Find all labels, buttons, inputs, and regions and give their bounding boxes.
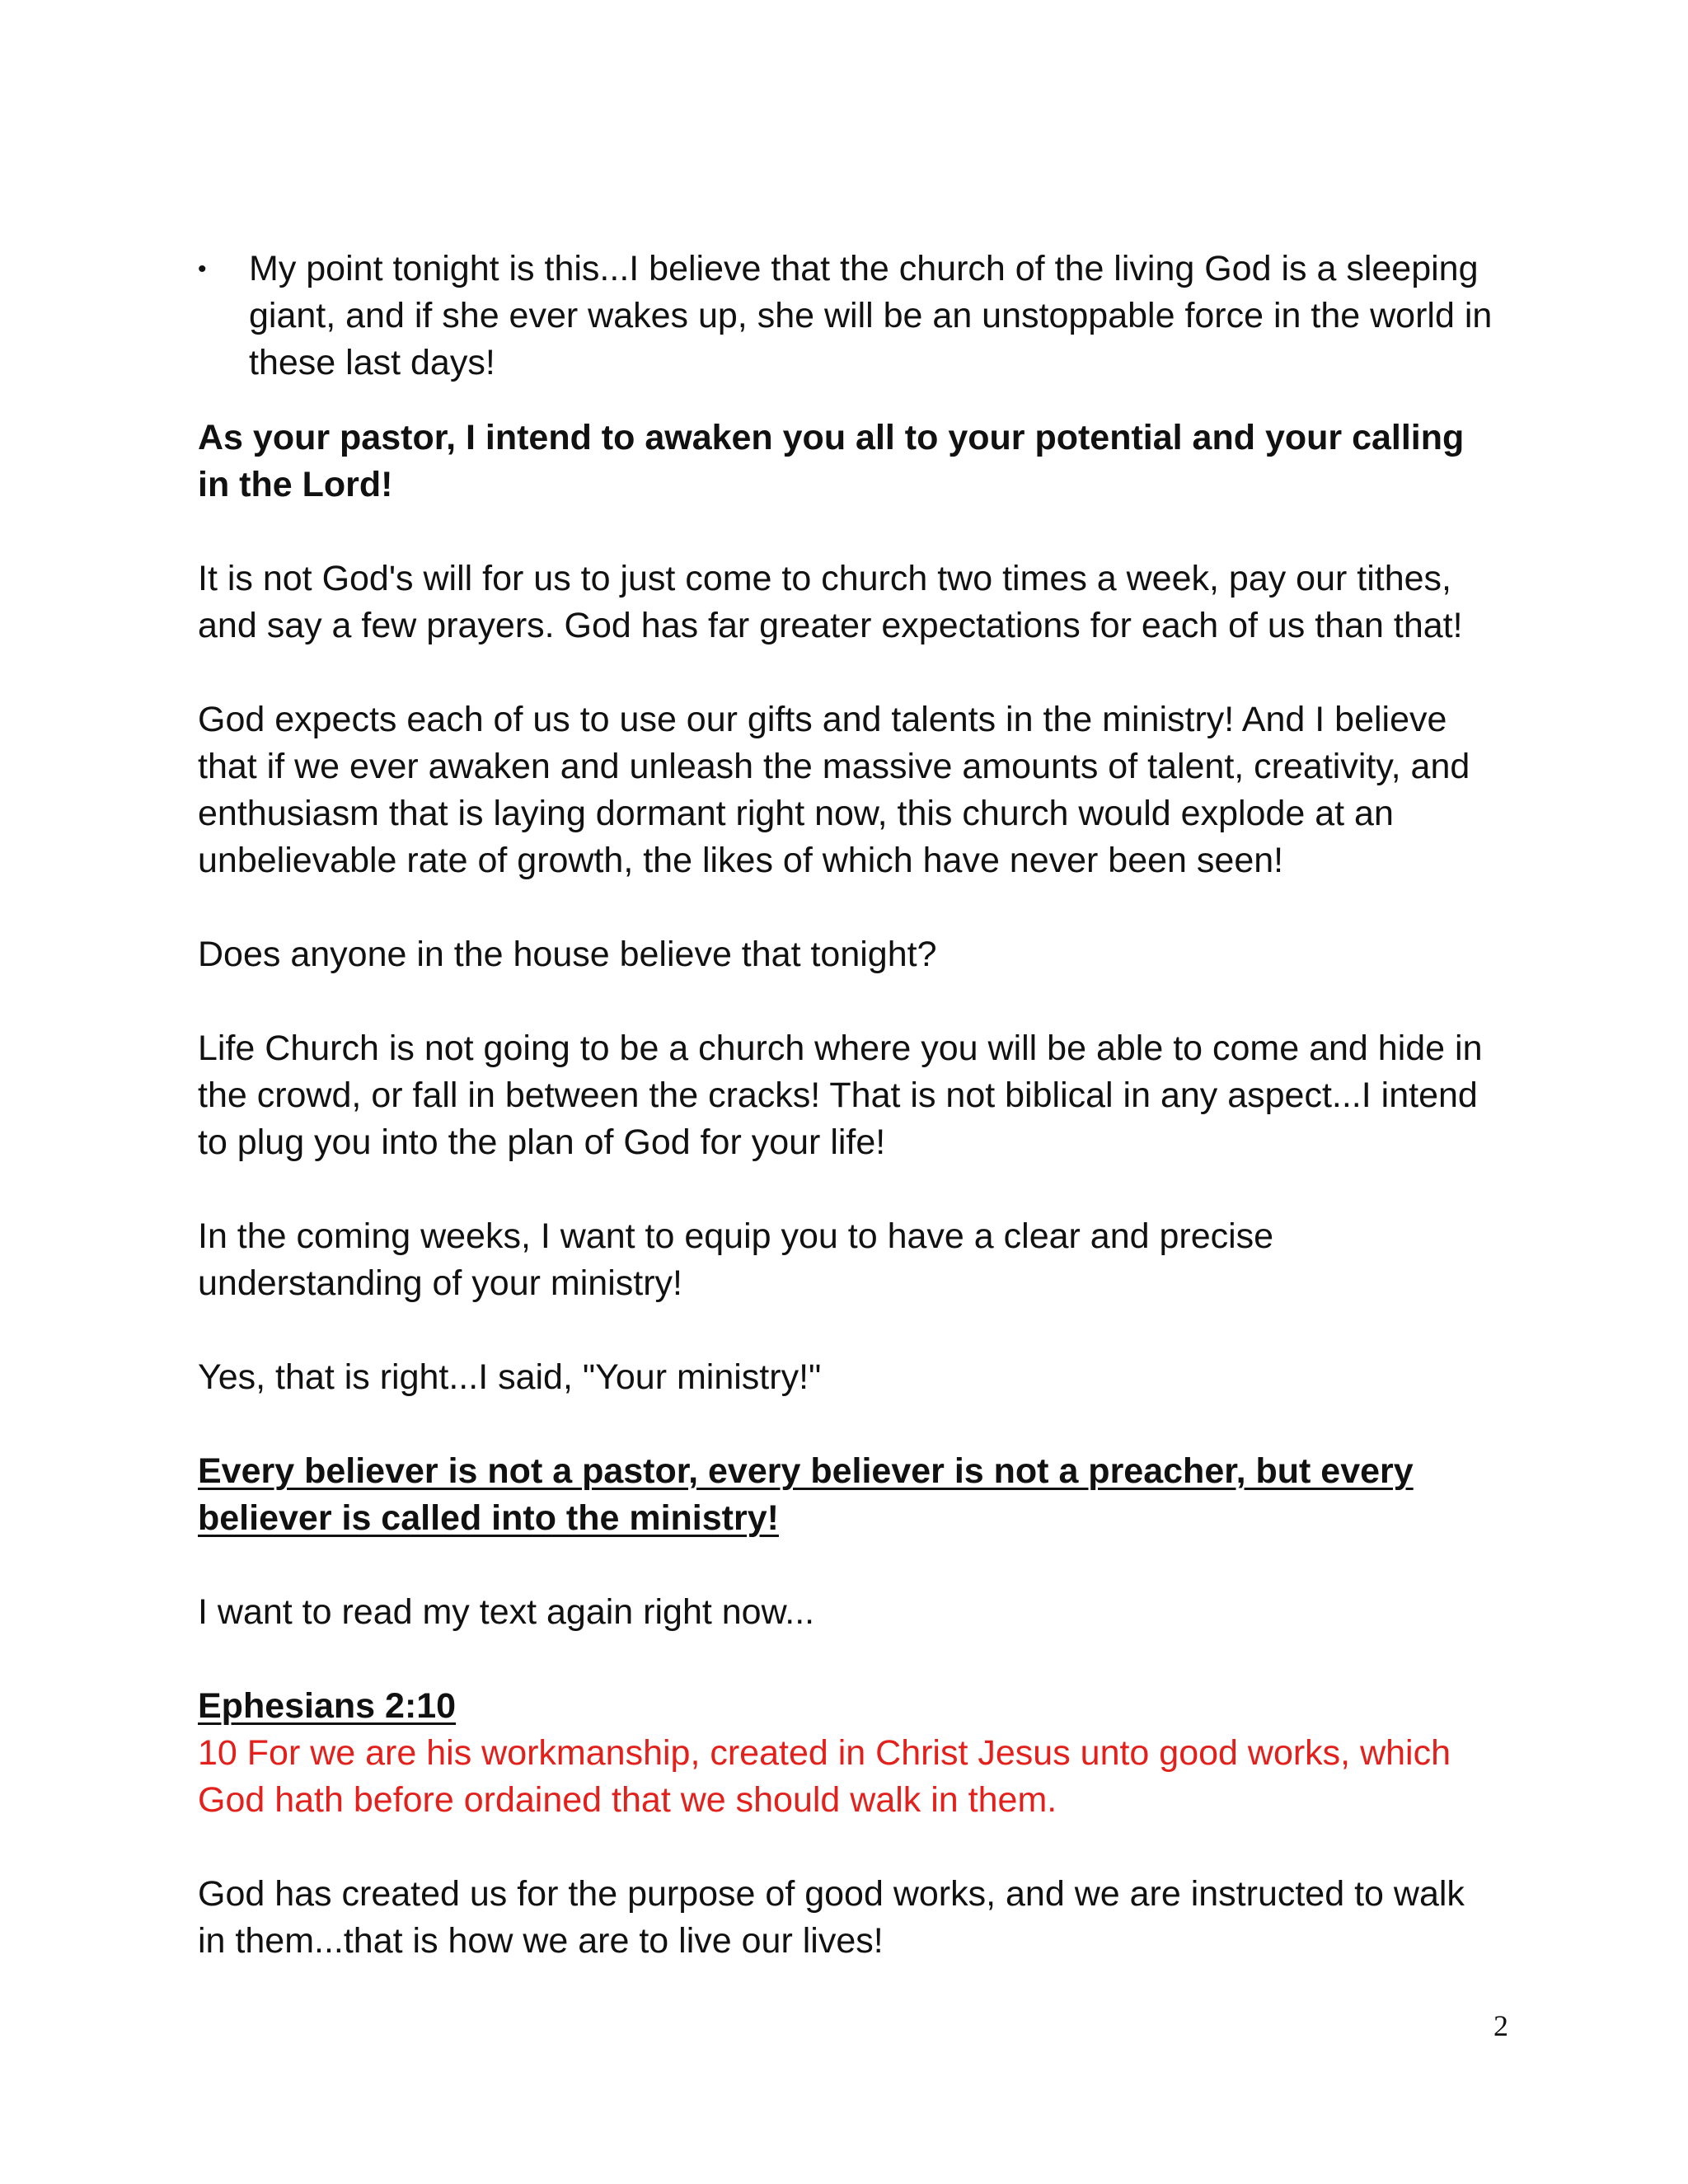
bullet-list-item: [198, 246, 1500, 387]
gods-will-paragraph: It is not God's will for us to just come to church two times a week, pay our tithes, and say a few prayers. God has far greater expectations for each of us than that!: [198, 559, 1463, 645]
good-works-paragraph: God has created us for the purpose of good works, and we are instructed to walk in them...that is how we are to live our lives!: [198, 1874, 1465, 1961]
gifts-talents-paragraph: God expects each of us to use our gifts and talents in the ministry! And I believe that if we ever awaken and unleash the massive amounts of talent, creativity, and enthusiasm that is laying dormant right now, this church would explode at an unbelievable rate of growth, the likes of which have never been seen!: [198, 700, 1470, 880]
bullet-text: My point tonight is this...I believe that the church of the living God is a sleeping giant, and if she ever wakes up, she will be an unstoppable force in the world in these last days!: [249, 249, 1493, 382]
coming-weeks-paragraph: In the coming weeks, I want to equip you to have a clear and precise understanding of your ministry!: [198, 1216, 1274, 1303]
page-number: 2: [1493, 2009, 1508, 2042]
document-body: [198, 246, 1500, 2012]
question-paragraph: Does anyone in the house believe that tonight?: [198, 935, 937, 974]
life-church-paragraph: Life Church is not going to be a church where you will be able to come and hide in the crowd, or fall in between the cracks! That is not biblical in any aspect...I intend to plug you into the plan of God for your life!: [198, 1029, 1483, 1162]
bullet-icon: •: [198, 255, 207, 283]
read-text-paragraph: I want to read my text again right now...: [198, 1592, 815, 1632]
scripture-block: [198, 1683, 1500, 1824]
pastor-intent-paragraph: As your pastor, I intend to awaken you all to your potential and your calling in the Lord!: [198, 418, 1465, 504]
scripture-verse: 10 For we are his workmanship, created in Christ Jesus unto good works, which God hath before ordained that we should walk in them.: [198, 1733, 1451, 1820]
your-ministry-paragraph: Yes, that is right...I said, "Your ministry!": [198, 1357, 822, 1397]
scripture-reference: Ephesians 2:10: [198, 1686, 457, 1726]
every-believer-paragraph: Every believer is not a pastor, every believer is not a preacher, but every believer is called into the ministry!: [198, 1451, 1414, 1538]
